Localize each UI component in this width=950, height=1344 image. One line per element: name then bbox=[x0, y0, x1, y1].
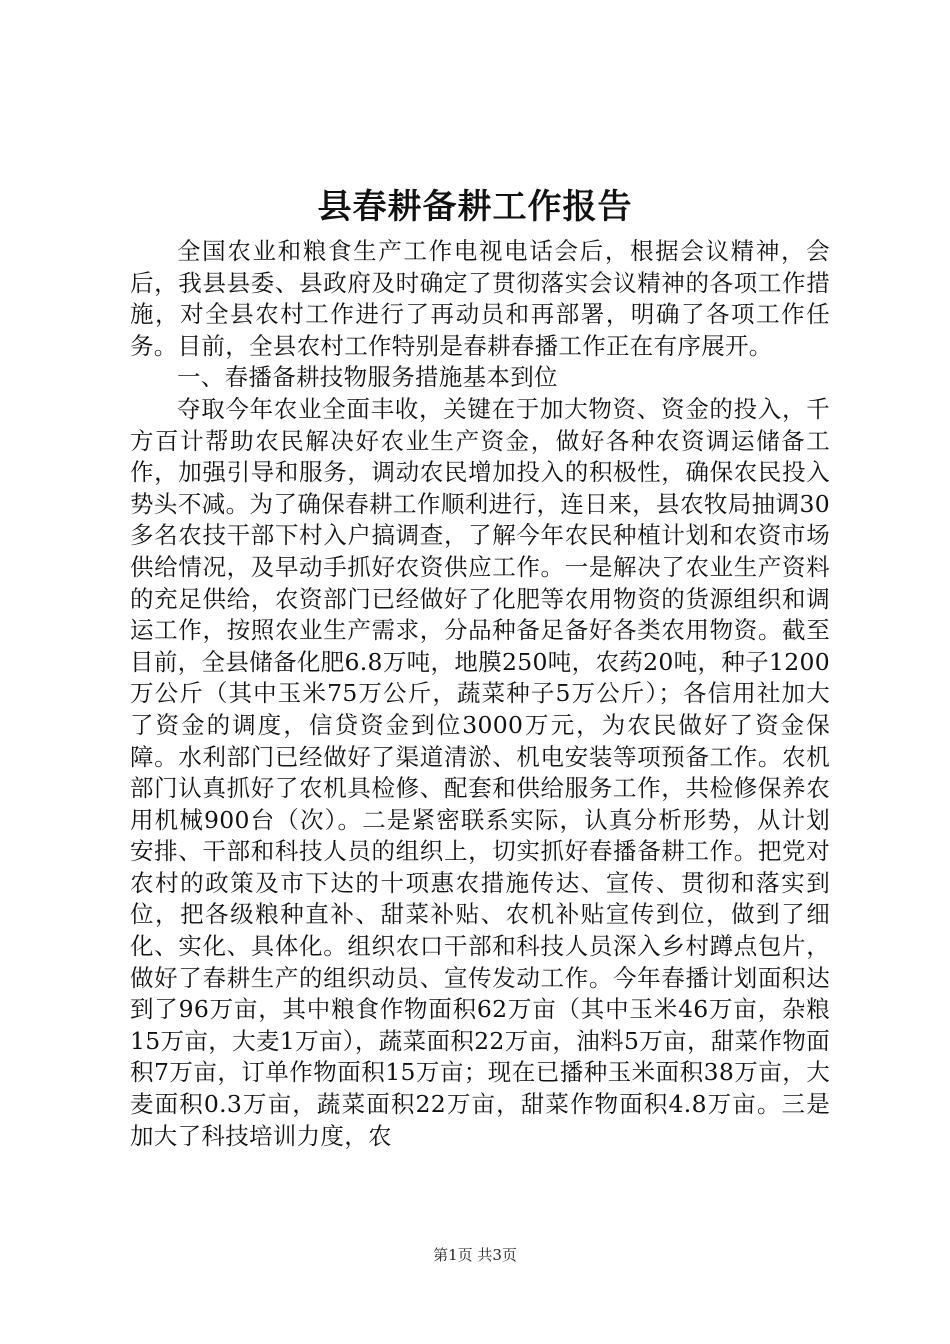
paragraph-section-1: 夺取今年农业全面丰收，关键在于加大物资、资金的投入，千方百计帮助农民解决好农业生产资金，做好各种农资调运储备工作，加强引导和服务，调动农民增加投入的积极性，确保农民投入势头不减。为了确保春耕工作顺利进行，连日来，县农牧局抽调30多名农技干部下村入户搞调查，了解今年农民种植计划和农资市场供给情况，及早动手抓好农资供应工作。一是解决了农业生产资料的充足供给，农资部门已经做好了化肥等农用物资的货源组织和调运工作，按照农业生产需求，分品种备足备好各类农用物资。截至目前，全县储备化肥6.8万吨，地膜250吨，农药20吨，种子1200万公斤（其中玉米75万公斤，蔬菜种子5万公斤）；各信用社加大了资金的调度，信贷资金到位3000万元，为农民做好了资金保障。水利部门已经做好了渠道清淤、机电安装等项预备工作。农机部门认真抓好了农机具检修、配套和供给服务工作，共检修保养农用机械900台（次）。二是紧密联系实际，认真分析形势，从计划安排、干部和科技人员的组织上，切实抓好春播备耕工作。把党对农村的政策及市下达的十项惠农措施传达、宣传、贯彻和落实到位，把各级粮种直补、甜菜补贴、农机补贴宣传到位，做到了细化、实化、具体化。组织农口干部和科技人员深入乡村蹲点包片，做好了春耕生产的组织动员、宣传发动工作。今年春播计划面积达到了96万亩，其中粮食作物面积62万亩（其中玉米46万亩，杂粮15万亩，大麦1万亩），蔬菜面积22万亩，油料5万亩，甜菜作物面积7万亩，订单作物面积15万亩；现在已播种玉米面积38万亩，大麦面积0.3万亩，蔬菜面积22万亩，甜菜作物面积4.8万亩。三是加大了科技培训力度，农 bbox=[130, 394, 830, 1150]
section-heading-1: 一、春播备耕技物服务措施基本到位 bbox=[177, 363, 558, 392]
document-body bbox=[130, 236, 830, 1152]
document-title: 县春耕备耕工作报告 bbox=[317, 187, 633, 227]
paragraph-intro: 全国农业和粮食生产工作电视电话会后，根据会议精神，会后，我县县委、县政府及时确定了贯彻落实会议精神的各项工作措施，对全县农村工作进行了再动员和再部署，明确了各项工作任务。目前，全县农村工作特别是春耕春播工作正在有序展开。 bbox=[130, 237, 830, 360]
page-number-footer: 第1页 共3页 bbox=[433, 1246, 517, 1264]
